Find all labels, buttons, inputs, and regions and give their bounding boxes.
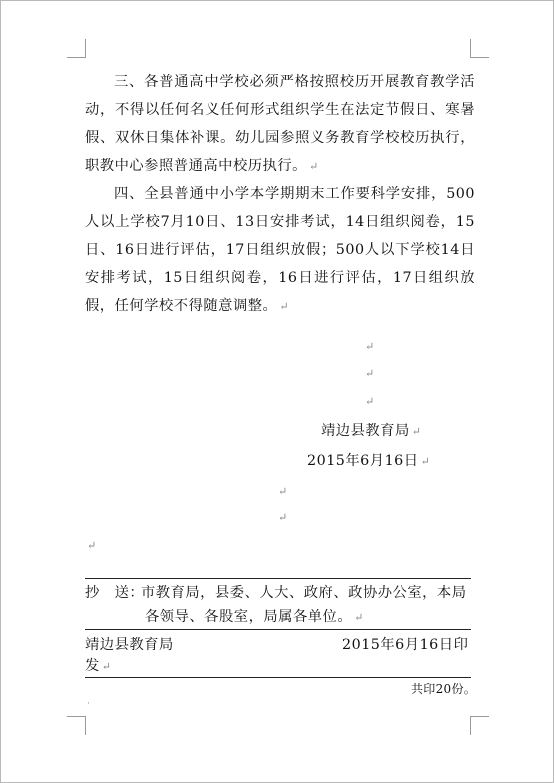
paragraph-3-text: 三、各普通高中学校必须严格按照校历开展教育教学活动，不得以任何名义任何形式组织学生在法定节假日、寒暑假、双休日集体补课。幼儿园参照义务教育学校校历执行，职教中心参照普通高中校历执行。 bbox=[85, 74, 475, 174]
signature-date-text: 2015年6月16日 bbox=[307, 453, 419, 469]
separator-line-top bbox=[85, 578, 471, 579]
separator-line-middle bbox=[85, 629, 471, 630]
issue-date-continuation[interactable] bbox=[85, 656, 112, 677]
distribution-label: 抄 送： bbox=[85, 585, 145, 601]
paragraph-4[interactable] bbox=[85, 180, 475, 321]
empty-paragraph-mark[interactable]: ↵ bbox=[87, 539, 97, 552]
issuer-organization[interactable]: 靖边县教育局 bbox=[85, 637, 174, 653]
issue-date[interactable]: 2015年6月16日印 bbox=[342, 637, 469, 653]
issue-date-continuation-text: 发 bbox=[85, 658, 100, 674]
empty-paragraph-mark[interactable]: ↵ bbox=[278, 485, 288, 498]
distribution-line-1: 市教育局，县委、人大、政府、政协办公室，本局 bbox=[141, 585, 467, 601]
paragraph-mark: ↵ bbox=[411, 425, 422, 438]
corner-mark-top-right bbox=[470, 39, 489, 58]
paragraph-mark: ↵ bbox=[420, 455, 431, 468]
empty-paragraph-mark[interactable]: ↵ bbox=[365, 340, 375, 353]
paragraph-mark: ↵ bbox=[354, 611, 364, 624]
separator-line-bottom bbox=[85, 677, 471, 678]
paragraph-mark: ↵ bbox=[101, 660, 112, 673]
empty-paragraph-mark[interactable]: ↵ bbox=[278, 511, 288, 524]
empty-paragraph-mark[interactable]: ↵ bbox=[365, 395, 375, 408]
empty-paragraph-mark[interactable]: ↵ bbox=[365, 367, 375, 380]
corner-mark-bottom-left bbox=[67, 716, 86, 735]
paragraph-mark: ↵ bbox=[279, 300, 290, 313]
paragraph-4-text: 四、全县普通中小学本学期期末工作要科学安排，500人以上学校7月10日、13日安排考试，14日组织阅卷，15日、16日进行评估，17日组织放假；500人以下学校14日安排考试，15日组织阅卷，16日进行评估，17日组织放假，任何学校不得随意调整。 bbox=[85, 186, 475, 314]
paragraph-mark: ↵ bbox=[308, 160, 319, 173]
distribution-line-2-text: 各领导、各股室，局属各单位。 bbox=[145, 609, 353, 625]
signature-date[interactable] bbox=[307, 450, 430, 470]
corner-mark-bottom-right bbox=[470, 716, 489, 735]
copies-count[interactable]: 共印20份。 bbox=[411, 682, 477, 696]
distribution-line-2 bbox=[145, 605, 364, 630]
empty-paragraph-dot: · bbox=[87, 699, 90, 709]
signature-organization[interactable] bbox=[321, 420, 422, 440]
corner-mark-top-left bbox=[67, 39, 86, 58]
paragraph-3[interactable] bbox=[85, 68, 475, 181]
signature-organization-text: 靖边县教育局 bbox=[321, 423, 410, 439]
